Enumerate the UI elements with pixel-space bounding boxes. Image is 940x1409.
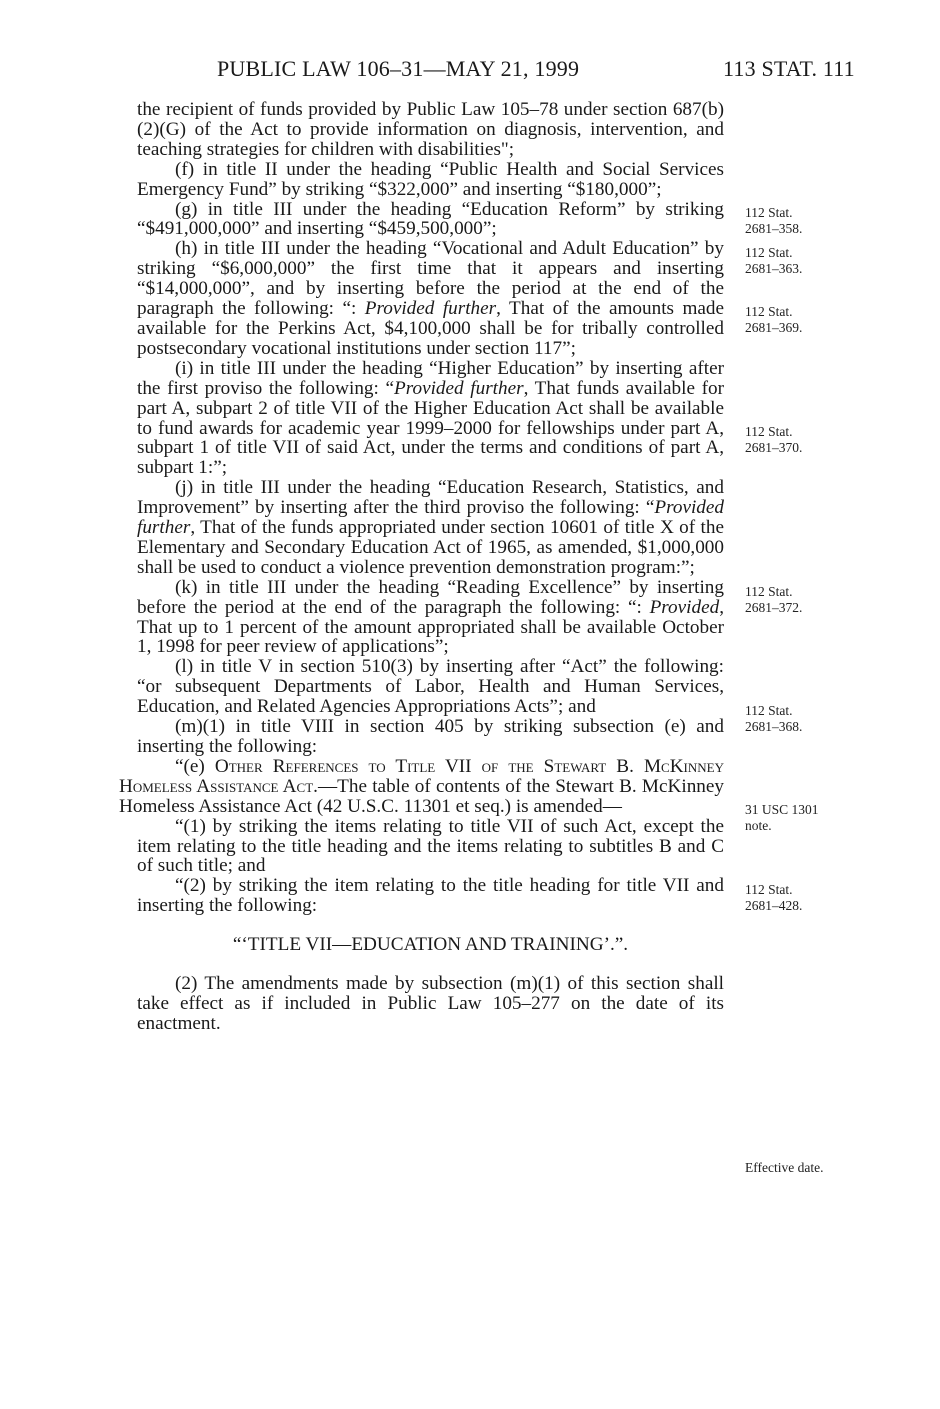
text-run: (h) in title III under the heading “Vocational and Adult Education” by striking “$6,000,000” the first time that it appears and inserting “$14,000,000”, and by inserting before the period at the end of the paragraph the following: “: <box>137 238 724 320</box>
margin-note-line: 2681–358. <box>745 221 803 236</box>
margin-note <box>745 424 865 456</box>
text-run: , That of the amounts made available for the Perkins Act, $4,100,000 shall be for tribally controlled postsecondary vocational institutions under section 117”; <box>137 298 724 359</box>
margin-note-line: 2681–363. <box>745 261 803 276</box>
margin-note-line: note. <box>745 818 772 833</box>
text-run: (i) in title III under the heading “Higher Education” by inserting after the first proviso the following: “ <box>137 357 724 399</box>
margin-note-line: 2681–428. <box>745 898 803 913</box>
paragraph-m: (m)(1) in title VIII in section 405 by striking subsection (e) and inserting the following: <box>137 716 724 757</box>
margin-note-line: 31 USC 1301 <box>745 802 819 817</box>
margin-note <box>745 703 865 735</box>
italic-run: Provided further <box>364 298 497 320</box>
margin-note-line: 112 Stat. <box>745 304 793 319</box>
paragraph-h <box>137 239 724 358</box>
margin-note-line: Effective date. <box>745 1160 824 1175</box>
text-run: (k) in title III under the heading “Reading Excellence” by inserting before the period at the end of the paragraph the following: “: <box>137 576 724 618</box>
paragraph-i <box>137 359 724 478</box>
margin-note-line: 112 Stat. <box>745 245 793 260</box>
margin-note <box>745 245 865 277</box>
text-run: , That of the funds appropriated under section 10601 of title X of the Elementary and Secondary Education Act of 1965, as amended, $1,000,000 shall be used to conduct a violence prevention demonstration program:”; <box>137 517 724 578</box>
document-body <box>119 99 724 1034</box>
margin-note-line: 112 Stat. <box>745 584 793 599</box>
inserted-title: “‘TITLE VII—EDUCATION AND TRAINING’.”. <box>232 934 629 956</box>
margin-note-line: 2681–372. <box>745 600 803 615</box>
paragraph-g: (g) in title III under the heading “Education Reform” by striking “$491,000,000” and inserting “$459,500,000”; <box>137 198 724 240</box>
italic-run: Provided further <box>394 377 524 399</box>
paragraph-e1: “(1) by striking the items relating to title VII of such Act, except the item relating to the title heading and the items relating to subtitles B and C of such title; and <box>137 815 724 877</box>
margin-note-line: 112 Stat. <box>745 205 793 220</box>
margin-note-line: 2681–368. <box>745 719 803 734</box>
margin-note-line: 112 Stat. <box>745 882 793 897</box>
margin-note <box>745 882 865 914</box>
margin-note <box>745 1160 865 1176</box>
paragraph-e2: “(2) by striking the item relating to the title heading for title VII and inserting the following: <box>137 875 724 917</box>
margin-note-line: 2681–370. <box>745 440 803 455</box>
paragraph-2: (2) The amendments made by subsection (m)(1) of this section shall take effect as if included in Public Law 105–277 on the date of its enactment. <box>137 973 724 1034</box>
margin-note <box>745 205 865 237</box>
margin-note <box>745 584 865 616</box>
subsection-e <box>119 757 724 817</box>
italic-run: Provided <box>649 596 720 618</box>
text-run: , That funds available for part A, subpart 2 of title VII of the Higher Education Act shall be available to fund awards for academic year 1999–2000 for fellowships under part A, subpart 1 of title VII of said Act, under the terms and conditions of part A, subpart 1:”; <box>137 377 724 479</box>
text-run: .—The table of contents of the Stewart B. McKinney Homeless Assistance Act (42 U.S.C. 11301 et seq.) is amended— <box>119 775 724 817</box>
text-run: , That up to 1 percent of the amount appropriated shall be available October 1, 1998 for peer review of applications”; <box>137 596 724 658</box>
italic-run: Provided further <box>137 497 724 539</box>
text-run: (j) in title III under the heading “Education Research, Statistics, and Improvement” by inserting after the third proviso the following: “ <box>137 477 724 519</box>
text-run: “(e) <box>175 755 215 777</box>
running-header: PUBLIC LAW 106–31—MAY 21, 1999 <box>217 56 580 81</box>
paragraph-j <box>137 478 724 578</box>
margin-note-line: 112 Stat. <box>745 703 793 718</box>
page-citation: 113 STAT. 111 <box>723 56 855 81</box>
margin-note <box>745 802 865 834</box>
margin-note-line: 2681–369. <box>745 320 803 335</box>
paragraph-l: (l) in title V in section 510(3) by inserting after “Act” the following: “or subsequent Departments of Labor, Health and Human Services, Education, and Related Agencies Appropriations Acts”; and <box>137 656 724 718</box>
margin-note <box>745 304 865 336</box>
subsection-heading: Other References to Title VII of the Stewart B. McKinney Homeless Assistance Act <box>119 755 724 797</box>
paragraph-k <box>137 578 724 658</box>
paragraph-continuation: the recipient of funds provided by Public Law 105–78 under section 687(b)(2)(G) of the Act to provide information on diagnosis, intervention, and teaching strategies for children with disabilities"; <box>137 99 724 160</box>
paragraph-f: (f) in title II under the heading “Public Health and Social Services Emergency Fund” by striking “$322,000” and inserting “$180,000”; <box>137 158 724 200</box>
margin-note-line: 112 Stat. <box>745 424 793 439</box>
